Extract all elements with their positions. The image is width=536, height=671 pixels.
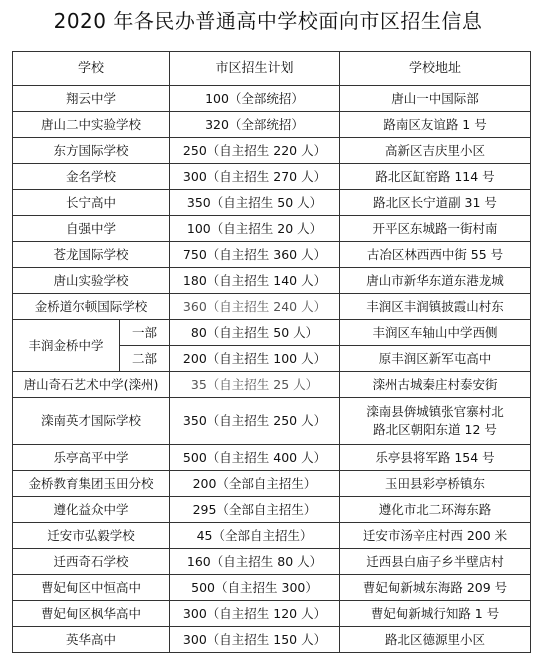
- plan-cell: 295（全部自主招生）: [170, 497, 340, 523]
- school-cell: 金桥教育集团玉田分校: [13, 471, 170, 497]
- address-cell: 丰润区车轴山中学西侧: [340, 320, 531, 346]
- school-cell: 长宁高中: [13, 190, 170, 216]
- plan-cell: 750（自主招生 360 人）: [170, 242, 340, 268]
- address-cell: 曹妃甸新城行知路 1 号: [340, 601, 531, 627]
- enrollment-table: [12, 51, 531, 653]
- address-cell: 滦州古城秦庄村泰安街: [340, 372, 531, 398]
- address-cell: 原丰润区新军屯高中: [340, 346, 531, 372]
- address-cell: 唐山市新华东道东港龙城: [340, 268, 531, 294]
- page-title: 2020 年各民办普通高中学校面向市区招生信息: [53, 9, 483, 33]
- table-row: [13, 549, 531, 575]
- school-cell: 自强中学: [13, 216, 170, 242]
- table-row: [13, 86, 531, 112]
- school-cell: 滦南英才国际学校: [13, 398, 170, 445]
- school-cell: 东方国际学校: [13, 138, 170, 164]
- school-cell: 唐山奇石艺术中学(滦州): [13, 372, 170, 398]
- table-row: [13, 190, 531, 216]
- school-cell: 曹妃甸区枫华高中: [13, 601, 170, 627]
- address-cell: 路北区长宁道副 31 号: [340, 190, 531, 216]
- address-line: 路北区朝阳东道 12 号: [373, 422, 497, 437]
- table-row: [13, 575, 531, 601]
- plan-cell: 100（自主招生 20 人）: [170, 216, 340, 242]
- address-cell: 路北区德源里小区: [340, 627, 531, 653]
- plan-cell: 180（自主招生 140 人）: [170, 268, 340, 294]
- table-row: [13, 138, 531, 164]
- table-header-row: [13, 52, 531, 86]
- plan-cell: 100（全部统招）: [170, 86, 340, 112]
- table-row: [13, 216, 531, 242]
- table-row: [13, 320, 531, 346]
- school-cell: 金桥道尔顿国际学校: [13, 294, 170, 320]
- plan-cell: 320（全部统招）: [170, 112, 340, 138]
- table-row: [13, 164, 531, 190]
- address-cell: 路北区缸窑路 114 号: [340, 164, 531, 190]
- table-row: [13, 112, 531, 138]
- plan-cell: 500（自主招生 300）: [170, 575, 340, 601]
- school-cell: 丰润金桥中学: [13, 320, 120, 372]
- header-plan: 市区招生计划: [170, 52, 340, 86]
- address-cell: 迁安市汤辛庄村西 200 米: [340, 523, 531, 549]
- address-cell: 玉田县彩亭桥镇东: [340, 471, 531, 497]
- plan-cell: 200（全部自主招生）: [170, 471, 340, 497]
- table-row: [13, 523, 531, 549]
- plan-cell: 350（自主招生 50 人）: [170, 190, 340, 216]
- address-cell: 遵化市北二环海东路: [340, 497, 531, 523]
- address-cell: 迁西县白庙子乡半壁店村: [340, 549, 531, 575]
- plan-cell: 300（自主招生 120 人）: [170, 601, 340, 627]
- school-cell: 唐山二中实验学校: [13, 112, 170, 138]
- school-cell: 金名学校: [13, 164, 170, 190]
- address-cell: 路南区友谊路 1 号: [340, 112, 531, 138]
- address-cell: 高新区吉庆里小区: [340, 138, 531, 164]
- plan-cell: 160（自主招生 80 人）: [170, 549, 340, 575]
- plan-cell: 300（自主招生 150 人）: [170, 627, 340, 653]
- header-school: 学校: [13, 52, 170, 86]
- plan-cell: 500（自主招生 400 人）: [170, 445, 340, 471]
- address-cell: 丰润区丰润镇披霞山村东: [340, 294, 531, 320]
- address-cell: 乐亭县将军路 154 号: [340, 445, 531, 471]
- school-cell: 英华高中: [13, 627, 170, 653]
- table-row: [13, 471, 531, 497]
- school-cell: 唐山实验学校: [13, 268, 170, 294]
- table-row: [13, 294, 531, 320]
- table-row: [13, 497, 531, 523]
- header-address: 学校地址: [340, 52, 531, 86]
- table-row: [13, 445, 531, 471]
- school-cell: 曹妃甸区中恒高中: [13, 575, 170, 601]
- plan-cell: 300（自主招生 270 人）: [170, 164, 340, 190]
- plan-cell: 35（自主招生 25 人）: [170, 372, 340, 398]
- plan-cell: 80（自主招生 50 人）: [170, 320, 340, 346]
- plan-cell: 360（自主招生 240 人）: [170, 294, 340, 320]
- plan-cell: 45（全部自主招生）: [170, 523, 340, 549]
- table-row: [13, 398, 531, 445]
- plan-cell: 200（自主招生 100 人）: [170, 346, 340, 372]
- plan-cell: 250（自主招生 220 人）: [170, 138, 340, 164]
- school-cell: 乐亭高平中学: [13, 445, 170, 471]
- table-row: [13, 627, 531, 653]
- school-cell: 迁西奇石学校: [13, 549, 170, 575]
- address-cell: 开平区东城路一街村南: [340, 216, 531, 242]
- table-row: [13, 372, 531, 398]
- school-cell: 遵化益众中学: [13, 497, 170, 523]
- campus-cell: 一部: [120, 320, 170, 346]
- school-cell: 迁安市弘毅学校: [13, 523, 170, 549]
- table-row: [13, 242, 531, 268]
- address-cell: 古冶区林西西中街 55 号: [340, 242, 531, 268]
- plan-cell: 350（自主招生 250 人）: [170, 398, 340, 445]
- address-cell: 唐山一中国际部: [340, 86, 531, 112]
- campus-cell: 二部: [120, 346, 170, 372]
- address-line: 滦南县倴城镇张官寨村北: [366, 404, 504, 419]
- address-cell: [340, 398, 531, 445]
- table-row: [13, 268, 531, 294]
- school-cell: 翔云中学: [13, 86, 170, 112]
- address-cell: 曹妃甸新城东海路 209 号: [340, 575, 531, 601]
- school-cell: 苍龙国际学校: [13, 242, 170, 268]
- table-row: [13, 601, 531, 627]
